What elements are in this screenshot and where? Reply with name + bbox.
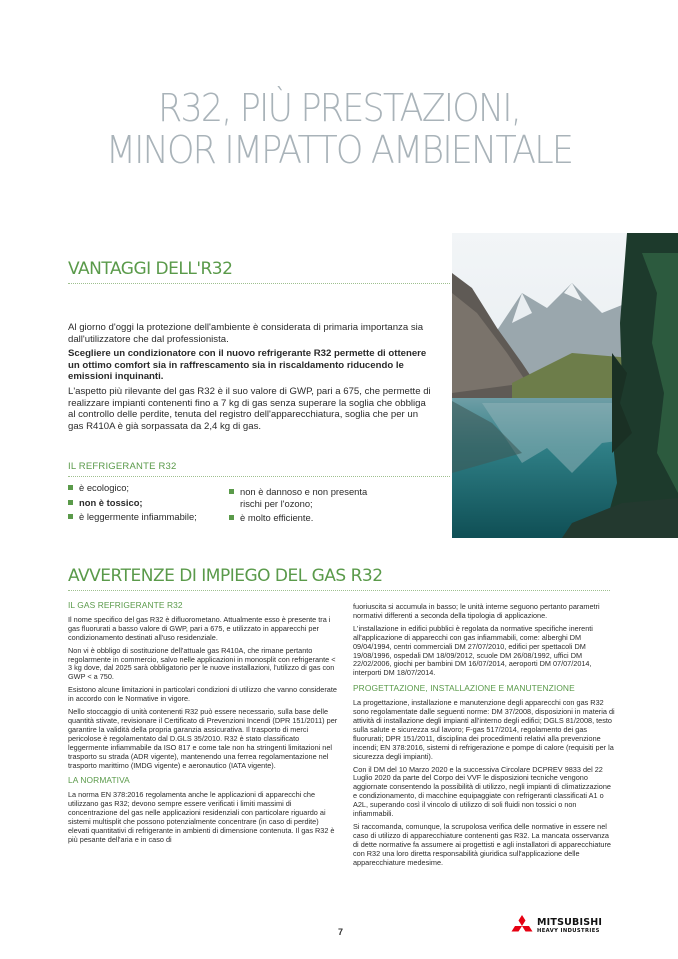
normativa-paragraph-1: La norma EN 378:2016 regolamenta anche le applicazioni di apparecchi che utilizzano gas R32; devono sempre essere verificati i limiti massimi di concentrazione del gas nelle applicazioni residenziali con particolare riguardo ai sistemi multisplit che possono potenzialmente concentrare (in caso di perdite) elevati quantitativi di refrigerante in ambienti di dimensione contenuta. Il gas R32 è più pesante dell'aria e in caso di bbox=[68, 790, 335, 844]
lake-mountain-photo bbox=[452, 233, 678, 538]
avvertenze-left-column bbox=[68, 601, 338, 849]
progettazione-paragraph-2: Con il DM del 10 Marzo 2020 e la successiva Circolare DCPREV 9833 del 22 Luglio 2020 da parte del Corpo dei VVF le disposizioni tecniche vengono aggiornate consentendo la possibilità di utilizzo, negli impianti di climatizzazione e condizionamento, di macchine equipaggiate con refrigeranti classificati A1 o A2L, superando così il vincolo di utilizzo di soli fluidi non tossici o non infiammabili. bbox=[353, 764, 611, 819]
bullet-icon bbox=[229, 489, 234, 494]
progettazione-paragraph-3: Si raccomanda, comunque, la scrupolosa verifica delle normative in essere nel caso di utilizzo di apparecchiature contenenti gas R32. La mancata osservanza di dette normative fa assumere ai progettisti e agli installatori di apparecchiature con R32 una loro diretta responsabilità giuridica sull'applicazione delle apparecchiature medesime. bbox=[353, 821, 611, 867]
list-item: è leggermente infiammabile; bbox=[68, 511, 228, 523]
vantaggi-paragraph-2: Scegliere un condizionatore con il nuovo refrigerante R32 permette di ottenere un ottimo comfort sia in raffrescamento sia in riscaldamento riducendo le emissioni inquinanti. bbox=[68, 348, 427, 383]
bullet-icon bbox=[68, 514, 73, 519]
gas-paragraph-4: Nello stoccaggio di unità contenenti R32 può essere necessario, sulla base delle quantità stivate, revisionare il Certificato di Prevenzioni Incendi (DPR 151/2011) per garantire la validità della propria garanzia assicurativa. Il trasporto di merci pericolose è regolamentato dal D.GLS 35/2010. R32 è stato classificato leggermente infiammabile da ISO 817 e come tale non ha stringenti limitazioni nel trasporto su strada (ADR vigente), mantenendo una ferrea regolamentazione nel trasporto marittimo (IMDG vigente) e aeronautico (IATA vigente). bbox=[68, 707, 338, 770]
lake-mountain-illustration bbox=[452, 233, 678, 538]
vantaggi-paragraph-1: Al giorno d'oggi la protezione dell'ambiente è considerata di primaria importanza sia dall'utilizzatore che dal professionista. bbox=[68, 322, 424, 345]
refrigerante-heading: IL REFRIGERANTE R32 bbox=[68, 461, 177, 472]
vantaggi-text bbox=[68, 322, 434, 432]
mitsubishi-logo bbox=[510, 914, 630, 938]
vantaggi-paragraph-3: L'aspetto più rilevante del gas R32 è il suo valore di GWP, pari a 675, che permette di realizzare impianti contenenti fino a 7 kg di gas senza superare la soglia che obbliga al controllo delle perdite, tenuta del registro dell'apparecchiatura, soglia che per un gas R410A è già sorpassata da 2,4 kg di gas. bbox=[68, 385, 431, 432]
bullet-icon bbox=[229, 515, 234, 520]
brand-name: MITSUBISHI bbox=[537, 917, 603, 928]
list-item: non è dannoso e non presenta rischi per l'ozono; bbox=[229, 486, 389, 509]
bullet-icon bbox=[68, 485, 73, 490]
refrigerante-list-right bbox=[229, 486, 389, 527]
page-title-line-1: R32, PIÙ PRESTAZIONI, bbox=[157, 86, 521, 130]
list-item: non è tossico; bbox=[68, 497, 228, 509]
gas-paragraph-2: Non vi è obbligo di sostituzione dell'attuale gas R410A, che rimane pertanto regolarmente in commercio, salvo nelle applicazioni in monosplit con refrigerante < 3 kg dove, dal 2025 sarà obbligatorio per le nuove installazioni, l'utilizzo di gas con GWP < a 750. bbox=[68, 645, 336, 682]
list-item: è ecologico; bbox=[68, 482, 228, 494]
page-number: 7 bbox=[338, 927, 344, 937]
gas-paragraph-1: Il nome specifico del gas R32 è difluorometano. Attualmente esso è presente tra i gas fluorurati a basso valore di GWP, pari a 675, e utilizzato in apparecchi per condizionamento destinati all'uso residenziale. bbox=[68, 614, 331, 642]
divider bbox=[68, 283, 450, 284]
progettazione-paragraph-1: La progettazione, installazione e manutenzione degli apparecchi con gas R32 sono regolamentate dalle seguenti norme: DM 37/2008, disposizioni in materia di attività di installazione degli impianti all'interno degli edifici; DGLS 81/2008, testo sulla salute e sicurezza sul lavoro; F-gas 517/2014, regolamento dei gas fluorurati; DPR 151/2011, disciplina dei procedimenti relativi alla prevenzione incendi; EN 378:2016, sistemi di refrigerazione e pompe di calore (requisiti per la sicurezza degli impianti). bbox=[353, 698, 615, 761]
page-title-line-2: MINOR IMPATTO AMBIENTALE bbox=[105, 128, 573, 172]
gas-paragraph-3: Esistono alcune limitazioni in particolari condizioni di utilizzo che vanno considerate in accordo con le Normative in vigore. bbox=[68, 685, 337, 704]
progettazione-subheading: PROGETTAZIONE, INSTALLAZIONE E MANUTENZIONE bbox=[353, 683, 575, 694]
avvertenze-right-column bbox=[353, 603, 615, 871]
normativa-paragraph-2: fuoriuscita si accumula in basso; le unità interne seguono pertanto parametri normativi differenti a seconda della tipologia di applicazione. bbox=[353, 602, 600, 620]
bullet-icon bbox=[68, 500, 73, 505]
divider bbox=[68, 590, 610, 591]
list-item: è molto efficiente. bbox=[229, 512, 389, 524]
avvertenze-heading: AVVERTENZE DI IMPIEGO DEL GAS R32 bbox=[68, 566, 383, 586]
gas-refrigerante-subheading: IL GAS REFRIGERANTE R32 bbox=[68, 600, 183, 610]
normativa-subheading: LA NORMATIVA bbox=[68, 775, 130, 786]
normativa-paragraph-3: L'installazione in edifici pubblici è regolata da normative specifiche inerenti all'applicazione di apparecchi con gas infiammabili, come: alberghi DM 09/04/1994, centri commerciali DM 27/07/2010, edifici per spettacoli DM 19/08/1996, ospedali DM 18/09/2012, scuole DM 26/08/1992, uffici DM 22/02/2006, giochi per bambini DM 16/07/2014, aeroporti DM 07/07/2014, interporti DM 18/07/2014. bbox=[353, 623, 593, 678]
refrigerante-list-left bbox=[68, 482, 228, 526]
vantaggi-heading: VANTAGGI DELL'R32 bbox=[68, 259, 233, 279]
brand-subtitle: HEAVY INDUSTRIES bbox=[537, 928, 600, 934]
mitsubishi-diamonds-icon bbox=[510, 915, 534, 937]
divider bbox=[68, 476, 450, 477]
